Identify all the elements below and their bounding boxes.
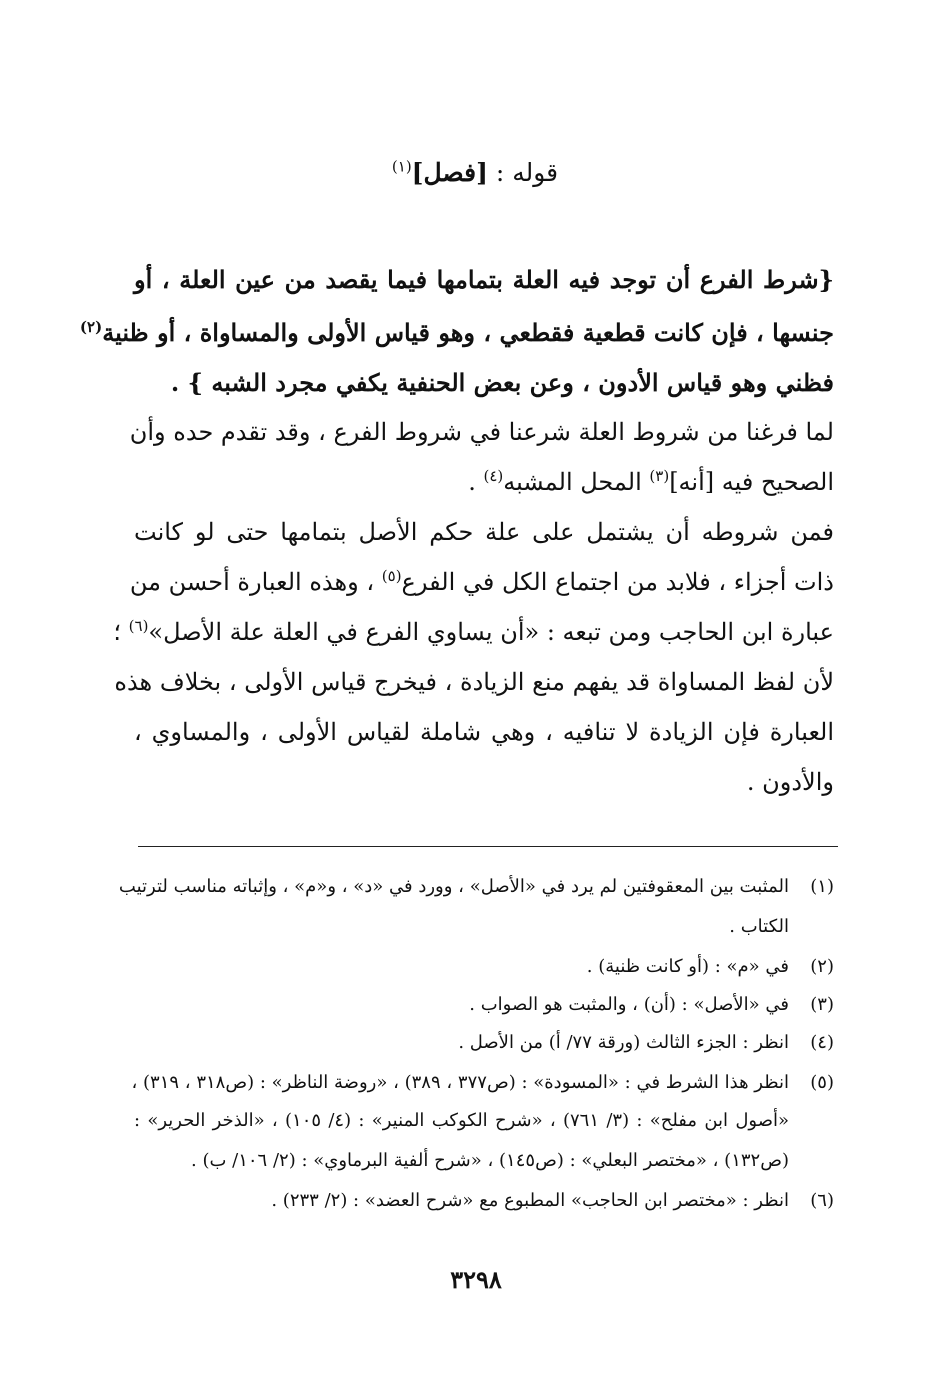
- footnote-number: (٢): [810, 956, 834, 977]
- text-line-10: العبارة فإن الزيادة لا تنافيه ، وهي شاملة لقياس الأولى ، والمساوي ،: [134, 718, 834, 746]
- footnote-3: [134, 994, 834, 1015]
- footnote-6: [134, 1190, 834, 1211]
- footnote-1: [118, 876, 834, 897]
- heading-prefix: قوله :: [487, 158, 559, 187]
- footnote-ref-4: (٤): [483, 467, 504, 485]
- heading-footnote-ref: (١): [391, 157, 412, 176]
- text-line-4: لما فرغنا من شروط العلة شرعنا في شروط الفرع ، وقد تقدم حده وأن: [129, 418, 834, 446]
- text-line-9: لأن لفظ المساواة قد يفهم منع الزيادة ، فيخرج قياس الأولى ، بخلاف هذه: [114, 668, 834, 696]
- footnote-text: انظر هذا الشرط في : «المسودة» : (ص٣٧٧ ، ٣٨٩) ، «روضة الناظر» : (ص٣١٨ ، ٣١٩) ،: [131, 1072, 789, 1093]
- footnote-number: (٦): [810, 1190, 834, 1211]
- text-line-2: جنسها ، فإن كانت قطعية فقطعي ، وهو قياس الأولى والمساواة ، أو ظنية$^{(٢)}$: [79, 318, 834, 347]
- footnote-number: (٥): [810, 1072, 834, 1093]
- text-line-11: والأدون .: [746, 768, 834, 796]
- footnote-ref-5: (٥): [381, 567, 402, 585]
- footnote-ref-2: (٢): [79, 318, 103, 336]
- footnote-text: في «م» : (أو كانت ظنية) .: [586, 956, 789, 977]
- footnote-ref-6: (٦): [128, 617, 149, 635]
- section-heading: [380, 158, 570, 187]
- text-line-1: {شرط الفرع أن توجد فيه العلة بتمامها فيما يقصد من عين العلة ، أو: [134, 265, 834, 294]
- footnote-5-continuation: «أصول ابن مفلح» : (٣/ ٧٦١) ، «شرح الكوكب المنير» : (٤/ ١٠٥) ، «الذخر الحرير» :: [134, 1110, 790, 1131]
- footnote-text: المثبت بين المعقوفتين لم يرد في «الأصل» ، وورد في «د» ، و«م» ، وإثباته مناسب لترتيب: [118, 876, 789, 897]
- footnote-number: (٤): [810, 1032, 834, 1053]
- footnote-ref-3: (٣): [649, 467, 670, 485]
- footnote-text: انظر : «مختصر ابن الحاجب» المطبوع مع «شرح العضد» : (٢/ ٢٣٣) .: [271, 1190, 789, 1211]
- text-line-8: عبارة ابن الحاجب ومن تبعه : «أن يساوي الفرع في العلة علة الأصل»$^{(٦)}$ ؛: [113, 617, 834, 646]
- text-line-5: الصحيح فيه [أنه]$^{(٣)}$ المحل المشبه$^{(٤)}$ .: [468, 467, 834, 496]
- footnote-number: (١): [810, 876, 834, 897]
- footnote-5: [131, 1072, 834, 1093]
- footnote-2: [134, 956, 834, 977]
- text-line-7: ذات أجزاء ، فلابد من اجتماع الكل في الفرع$^{(٥)}$ ، وهذه العبارة أحسن من: [129, 567, 834, 596]
- footnote-number: (٣): [810, 994, 834, 1015]
- footnote-4: [134, 1032, 834, 1053]
- text-line-6: فمن شروطه أن يشتمل على علة حكم الأصل بتمامها حتى لو كانت: [134, 518, 834, 546]
- footnote-text: انظر : الجزء الثالث (ورقة ٧٧/ أ) من الأصل .: [458, 1032, 789, 1053]
- page-number: ٣٢٩٨: [450, 1265, 502, 1294]
- footnote-separator: [138, 846, 838, 847]
- heading-title: [فصل]: [411, 158, 488, 187]
- footnote-5-continuation: (ص١٣٢) ، «مختصر البعلي» : (ص١٤٥) ، «شرح ألفية البرماوي» : (٢/ ١٠٦/ ب) .: [191, 1150, 789, 1171]
- text-line-3: فظني وهو قياس الأدون ، وعن بعض الحنفية يكفي مجرد الشبه } .: [170, 368, 834, 397]
- footnote-text: في «الأصل» : (أن) ، والمثبت هو الصواب .: [469, 994, 789, 1015]
- footnote-1-continuation: الكتاب .: [729, 916, 789, 937]
